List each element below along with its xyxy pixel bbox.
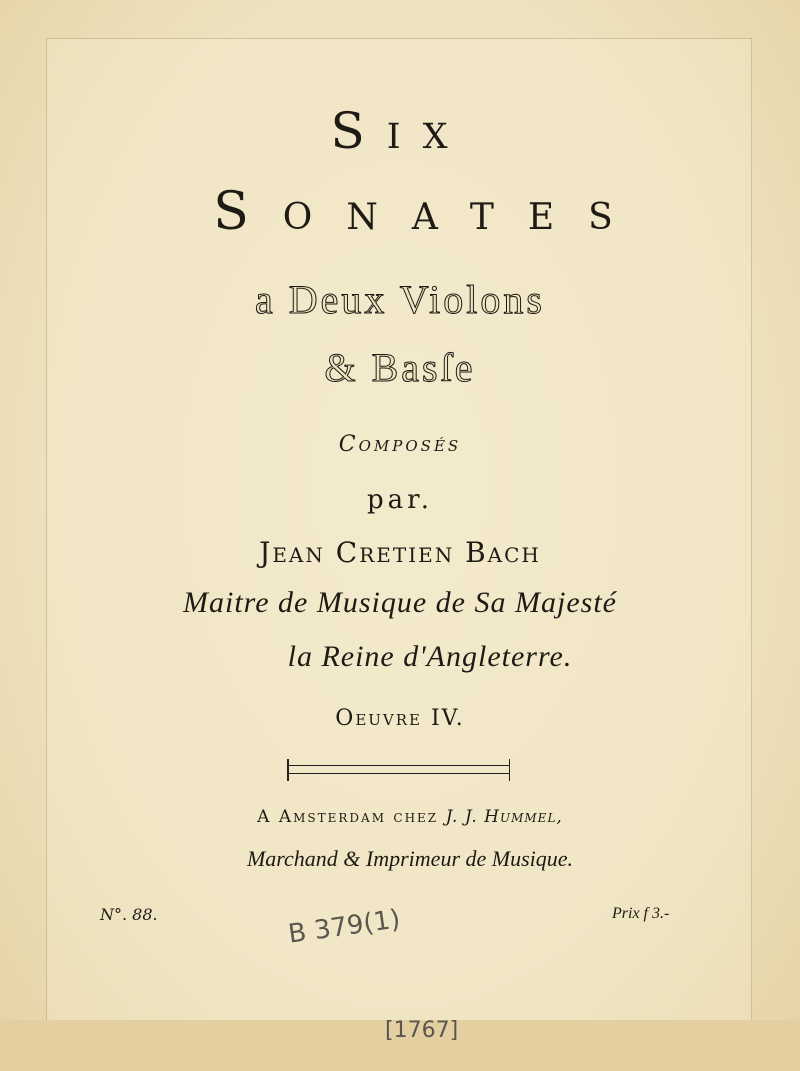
position-line-1: Maitre de Musique de Sa Majesté (183, 586, 617, 619)
title-instruments: a Deux Violons (255, 277, 545, 322)
par-label: par. (367, 485, 433, 515)
title-six: Six (330, 102, 470, 160)
title-sonates: Sonates (213, 182, 647, 242)
publisher-role: Marchand & Imprimeur de Musique. (246, 846, 574, 871)
double-rule-divider (287, 765, 510, 774)
handwritten-shelfmark: B 379(1) (286, 904, 403, 950)
publisher-name: J. J. Hummel, (445, 807, 563, 827)
title-basse: & Basſe (324, 345, 476, 390)
composer-name: Jean Cretien Bach (259, 536, 541, 569)
publisher-line (0, 807, 800, 827)
handwritten-date: [1767] (385, 1018, 459, 1043)
publisher-place: A Amsterdam chez (257, 807, 439, 827)
price: Prix f 3.- (612, 905, 670, 922)
composes-label: Composés (338, 432, 462, 457)
opus-number: Oeuvre IV. (335, 706, 465, 731)
plate-number: N°. 88. (100, 905, 158, 924)
position-line-2: la Reine d'Angleterre. (287, 640, 573, 673)
